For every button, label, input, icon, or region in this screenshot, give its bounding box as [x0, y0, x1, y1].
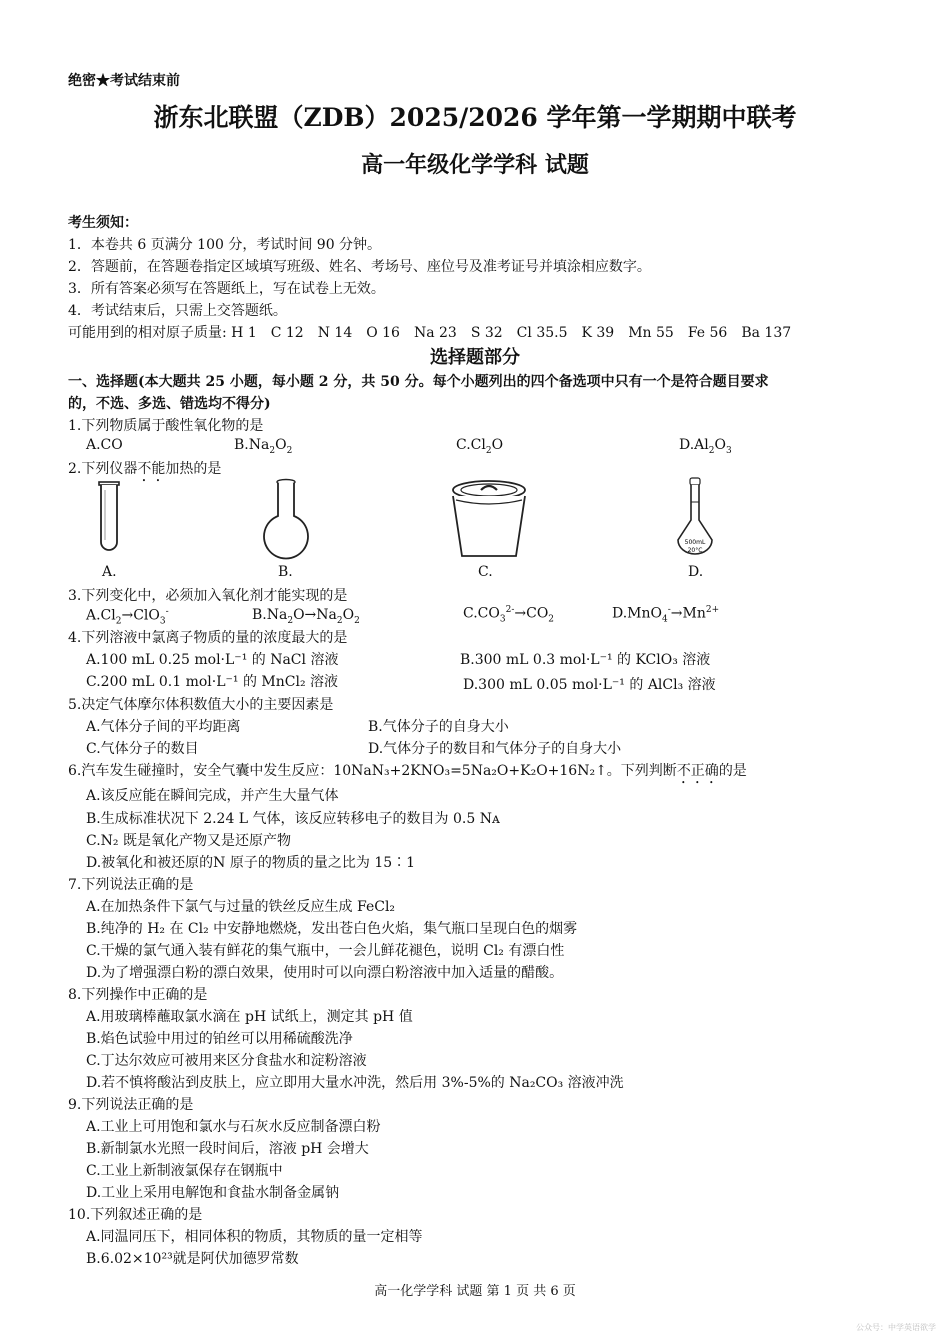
q5-option-b: B.气体分子的自身大小: [368, 719, 509, 735]
q8-option-d: D.若不慎将酸沾到皮肤上，应立即用大量水冲洗，然后用 3%-5%的 Na₂CO₃ 溶液冲洗: [86, 1075, 624, 1091]
volumetric-flask-icon: [672, 476, 718, 566]
test-tube-icon: [92, 480, 126, 560]
q9-stem: 9.下列说法正确的是: [68, 1097, 194, 1113]
q1-option-c: $C.Cl_2O$: [456, 437, 504, 456]
q5-option-d: D.气体分子的数目和气体分子的自身大小: [368, 741, 622, 757]
q8-option-b: B.焰色试验中用过的铂丝可以用稀硫酸洗净: [86, 1031, 353, 1047]
q4-stem: 4.下列溶液中氯离子物质的量的浓度最大的是: [68, 630, 348, 646]
q2-option-c: C.: [478, 564, 493, 580]
q9-option-c: C.工业上新制液氯保存在钢瓶中: [86, 1163, 283, 1179]
notice-item-3: 3．所有答案必须写在答题纸上，写在试卷上无效。: [68, 281, 385, 297]
q6-stem: 6.汽车发生碰撞时，安全气囊中发生反应：10NaN₃+2KNO₃=5Na₂O+K₂O+16N₂↑。下列判断不正确的是: [68, 763, 747, 779]
notice-item-1: 1．本卷共 6 页满分 100 分，考试时间 90 分钟。: [68, 237, 382, 253]
q7-option-a: A.在加热条件下氯气与过量的铁丝反应生成 FeCl₂: [86, 899, 396, 915]
q8-option-c: C.丁达尔效应可被用来区分食盐水和淀粉溶液: [86, 1053, 367, 1069]
q3-option-c: $C.CO_3^{2-}\to CO_2$: [463, 605, 555, 625]
crucible-icon: [448, 476, 530, 562]
notice-heading: 考生须知：: [68, 215, 138, 231]
q4-option-a: A.100 mL 0.25 mol·L⁻¹ 的 NaCl 溶液: [86, 652, 339, 668]
q7-option-d: D.为了增强漂白粉的漂白效果，使用时可以向漂白粉溶液中加入适量的醋酸。: [86, 965, 564, 981]
q8-stem: 8.下列操作中正确的是: [68, 987, 208, 1003]
q8-option-a: A.用玻璃棒蘸取氯水滴在 pH 试纸上，测定其 pH 值: [86, 1009, 413, 1025]
q9-option-a: A.工业上可用饱和氯水与石灰水反应制备漂白粉: [86, 1119, 381, 1135]
q1-option-d: $D.Al_2O_3$: [679, 437, 732, 456]
flask-label-volume: 500mL: [684, 539, 706, 546]
q9-option-b: B.新制氯水光照一段时间后，溶液 pH 会增大: [86, 1141, 369, 1157]
section-instruction-2: 的，不选、多选、错选均不得分): [68, 396, 271, 412]
q3-option-d: $D.MnO_4^-\to Mn^{2+}$: [612, 605, 720, 625]
q6-option-c: C.N₂ 既是氧化产物又是还原产物: [86, 833, 291, 849]
q1-option-a: A.CO: [86, 437, 123, 453]
q3-option-a: $A.Cl_2\to ClO_3^-$: [86, 607, 169, 627]
q10-stem: 10.下列叙述正确的是: [68, 1207, 203, 1223]
q7-option-c: C.干燥的氯气通入装有鲜花的集气瓶中，一会儿鲜花褪色，说明 Cl₂ 有漂白性: [86, 943, 565, 959]
q4-option-c: C.200 mL 0.1 mol·L⁻¹ 的 MnCl₂ 溶液: [86, 674, 339, 690]
q9-option-d: D.工业上采用电解饱和食盐水制备金属钠: [86, 1185, 340, 1201]
page-subtitle: 高一年级化学学科 试题: [361, 152, 589, 178]
q2-option-a: A.: [102, 564, 117, 580]
q6-option-a: A.该反应能在瞬间完成，并产生大量气体: [86, 788, 339, 804]
watermark: 公众号：中学英语欲学: [856, 1323, 936, 1332]
q4-option-d: D.300 mL 0.05 mol·L⁻¹ 的 AlCl₃ 溶液: [463, 677, 716, 693]
section-title: 选择题部分: [430, 347, 520, 368]
q1-stem: 1.下列物质属于酸性氧化物的是: [68, 418, 264, 434]
section-instruction-1: 一、选择题(本大题共 25 小题，每小题 2 分，共 50 分。每个小题列出的四个备选项中只有一个是符合题目要求: [68, 374, 769, 390]
notice-item-4: 4．考试结束后，只需上交答题纸。: [68, 303, 287, 319]
q4-option-b: B.300 mL 0.3 mol·L⁻¹ 的 KClO₃ 溶液: [460, 652, 711, 668]
q5-option-a: A.气体分子间的平均距离: [86, 719, 241, 735]
q2-option-d: D.: [688, 564, 704, 580]
page-footer: 高一化学学科 试题 第 1 页 共 6 页: [374, 1284, 576, 1299]
q10-option-a: A.同温同压下，相同体积的物质，其物质的量一定相等: [86, 1229, 423, 1245]
atomic-masses: 可能用到的相对原子质量: H 1 C 12 N 14 O 16 Na 23 S 32 Cl 35.5 K 39 Mn 55 Fe 56 Ba 137: [68, 325, 792, 341]
q1-option-b: $B.Na_2O_2$: [234, 437, 293, 456]
confidential-mark: 绝密★考试结束前: [68, 73, 180, 89]
q3-option-b: $B.Na_2O\to Na_2O_2$: [252, 607, 360, 626]
q6-option-d: D.被氧化和被还原的N 原子的物质的量之比为 15∶1: [86, 855, 416, 871]
q5-option-c: C.气体分子的数目: [86, 741, 199, 757]
q7-option-b: B.纯净的 H₂ 在 Cl₂ 中安静地燃烧，发出苍白色火焰，集气瓶口呈现白色的烟雾: [86, 921, 578, 937]
q3-stem: 3.下列变化中，必须加入氧化剂才能实现的是: [68, 588, 348, 604]
notice-item-2: 2．答题前，在答题卷指定区域填写班级、姓名、考场号、座位号及准考证号并填涂相应数字。: [68, 259, 651, 275]
flask-label-temp: 20°C: [687, 547, 703, 554]
q7-stem: 7.下列说法正确的是: [68, 877, 194, 893]
page-title: 浙东北联盟（ZDB）2025/2026 学年第一学期期中联考: [153, 103, 797, 132]
q2-stem: 2.下列仪器不能加热的是: [68, 461, 222, 477]
q5-stem: 5.决定气体摩尔体积数值大小的主要因素是: [68, 697, 334, 713]
q6-option-b: B.生成标准状况下 2.24 L 气体，该反应转移电子的数目为 0.5 Nᴀ: [86, 811, 500, 827]
q2-option-b: B.: [278, 564, 293, 580]
round-bottom-flask-icon: [258, 478, 314, 564]
q10-option-b: B.6.02×10²³就是阿伏加德罗常数: [86, 1251, 299, 1267]
